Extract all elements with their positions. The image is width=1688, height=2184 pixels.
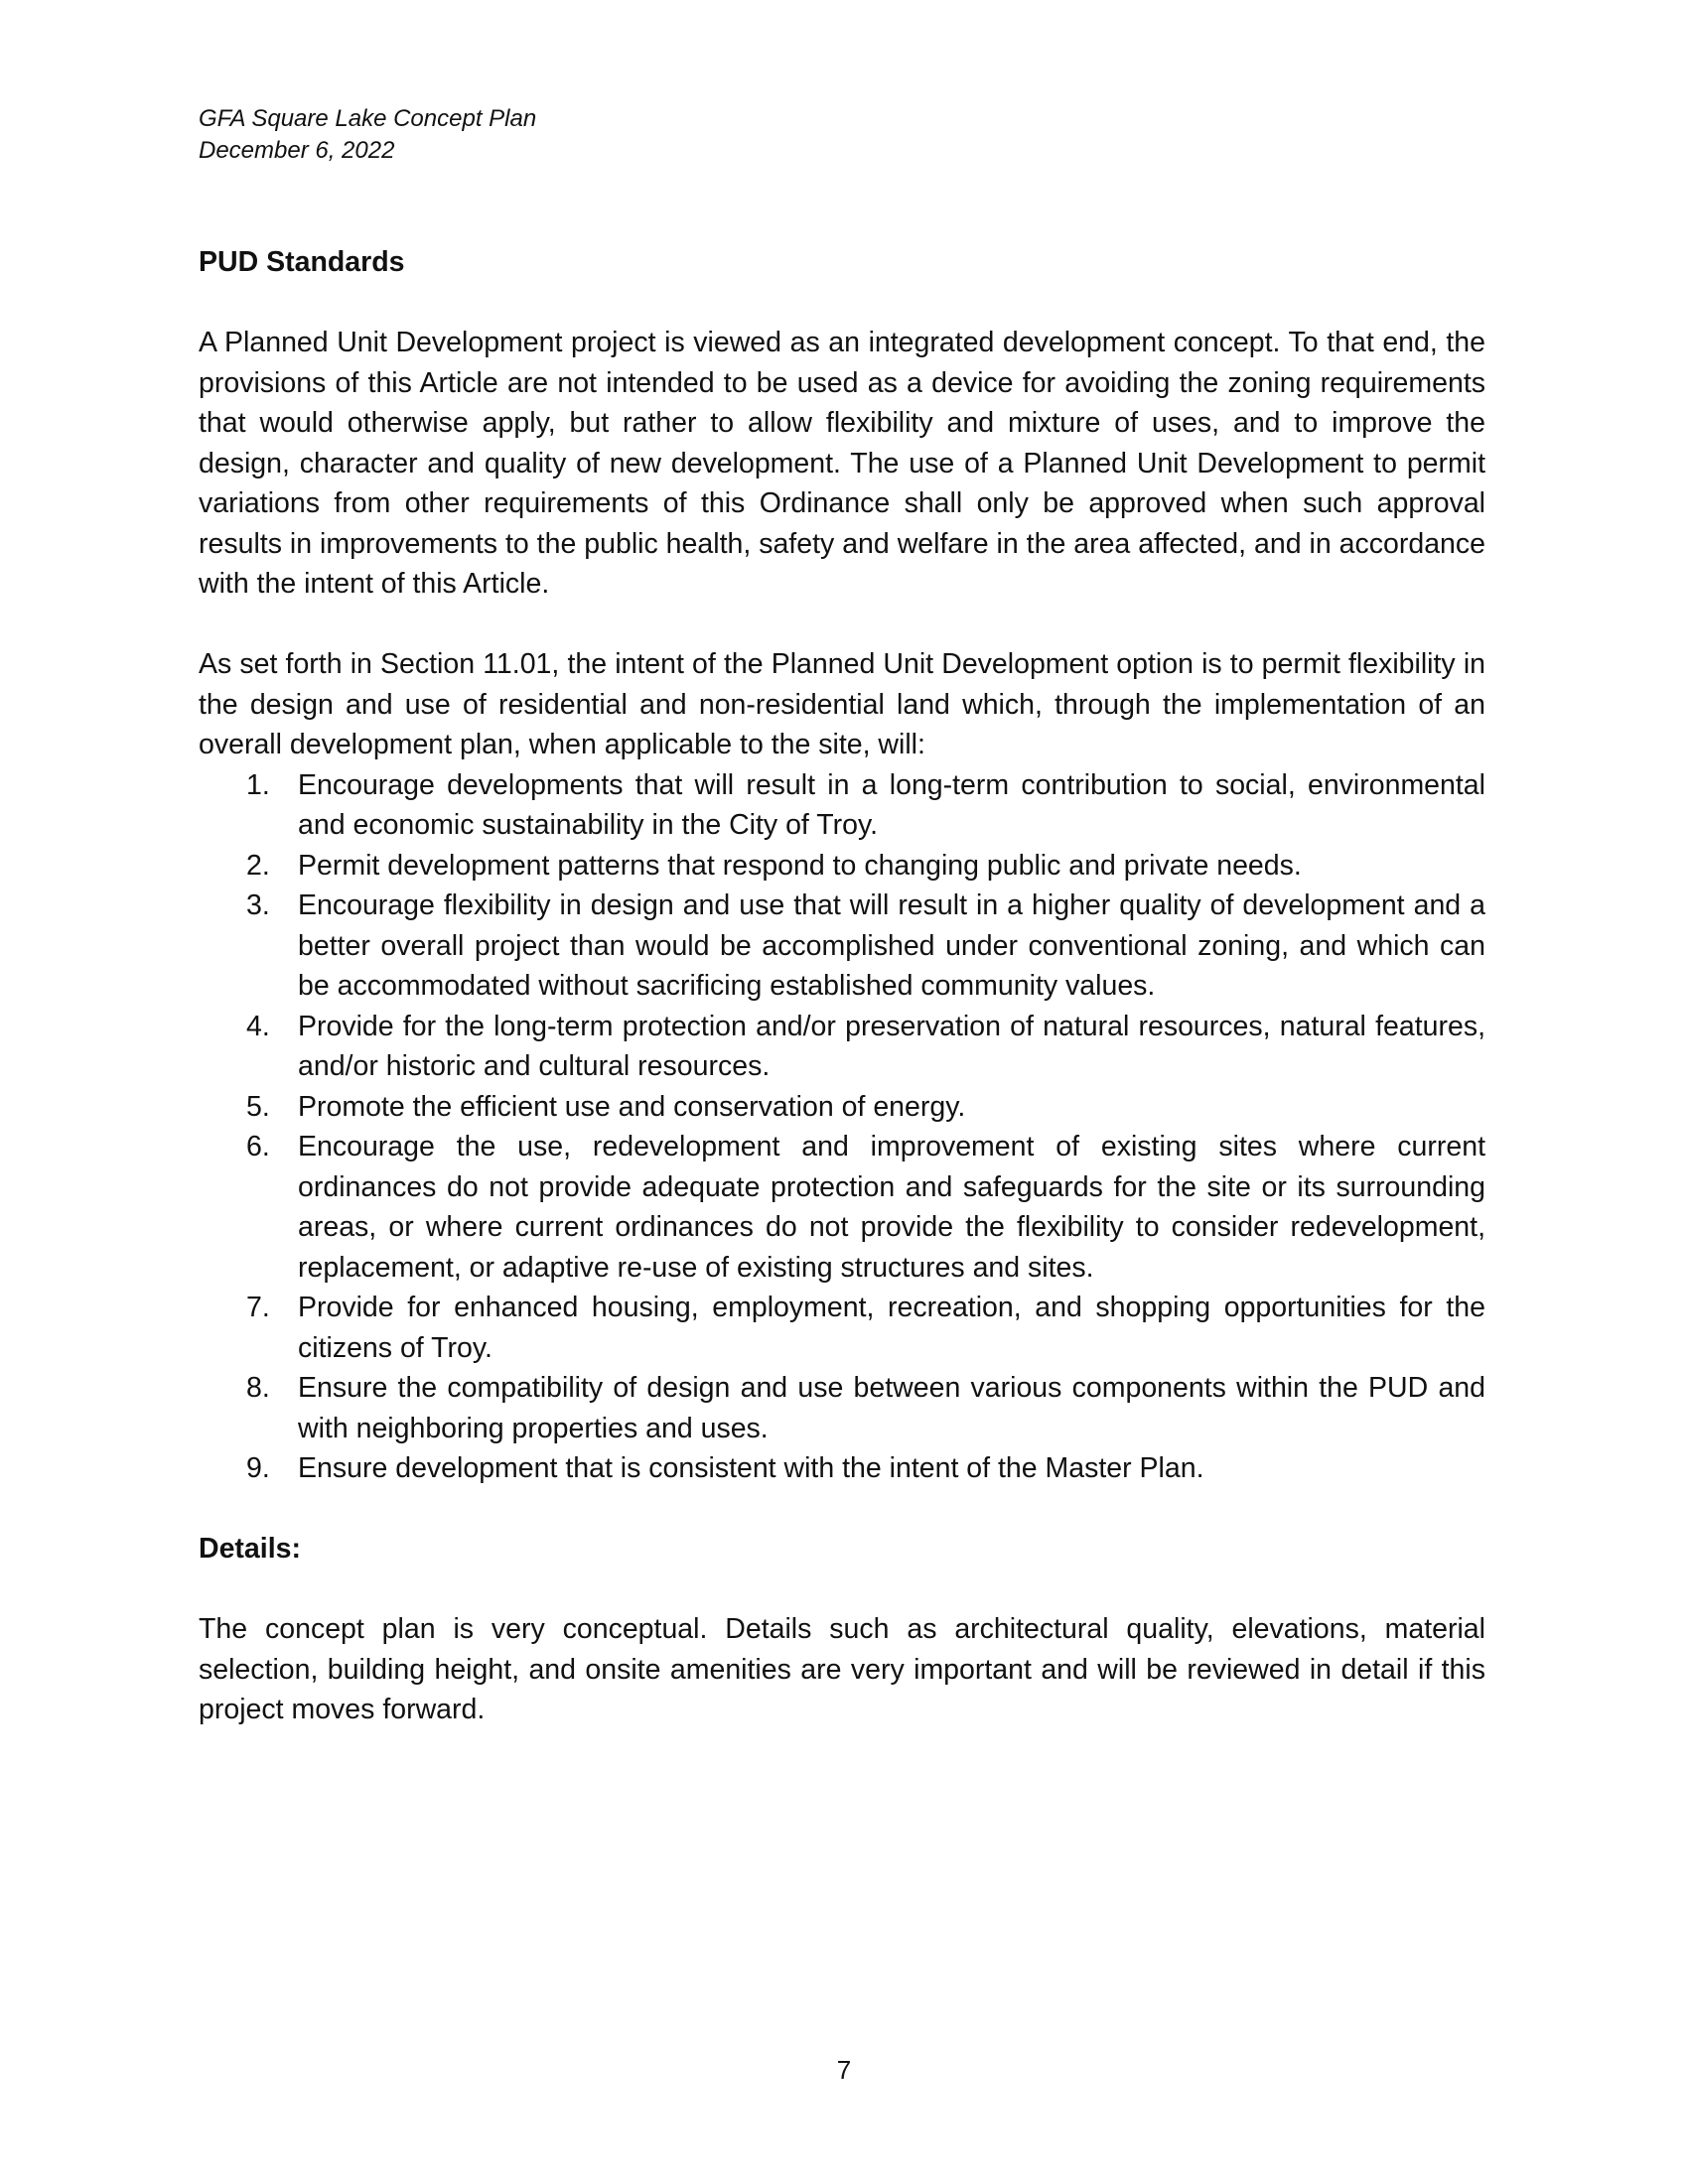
list-item-number: 2.	[246, 849, 270, 882]
list-item	[199, 846, 1485, 887]
pud-intent-list	[199, 765, 1485, 1489]
list-item-text: Ensure the compatibility of design and use between various components within the PUD and with neighboring properties and uses.	[298, 1372, 1485, 1444]
list-item-number: 1.	[246, 768, 270, 801]
list-item-number: 7.	[246, 1292, 270, 1323]
list-item	[199, 1448, 1485, 1489]
list-item	[199, 1007, 1485, 1087]
list-item-number: 4.	[246, 1010, 270, 1042]
list-item	[199, 765, 1485, 846]
document-header	[199, 103, 536, 167]
pud-standards-heading: PUD Standards	[199, 246, 405, 278]
list-item-text: Permit development patterns that respond to changing public and private needs.	[298, 849, 1302, 882]
list-item-number: 5.	[246, 1090, 270, 1123]
list-item-text: Provide for enhanced housing, employment, recreation, and shopping opportunities for the citizens of Troy.	[298, 1292, 1485, 1364]
list-item-number: 8.	[246, 1372, 270, 1404]
details-paragraph: The concept plan is very conceptual. Details such as architectural quality, elevations, material selection, building height, and onsite amenities are very important and will be reviewed in detail if this project moves forward.	[199, 1613, 1485, 1725]
list-item	[199, 1087, 1485, 1128]
spacer	[199, 283, 1485, 324]
pud-intro-paragraph: A Planned Unit Development project is viewed as an integrated development concept. To that end, the provisions of this Article are not intended to be used as a device for avoiding the zoning requirements that would otherwise apply, but rather to allow flexibility and mixture of uses, and to improve the design, character and quality of new development. The use of a Planned Unit Development to permit variations from other requirements of this Ordinance shall only be approved when such approval results in improvements to the public health, safety and welfare in the area affected, and in accordance with the intent of this Article.	[199, 327, 1485, 600]
spacer	[199, 1489, 1485, 1530]
list-item-text: Encourage developments that will result in a long-term contribution to social, environmental and economic sustainability in the City of Troy.	[298, 768, 1485, 841]
list-item	[199, 1288, 1485, 1368]
page-number: 7	[836, 2055, 852, 2085]
list-item-text: Provide for the long-term protection and/or preservation of natural resources, natural features, and/or historic and cultural resources.	[298, 1010, 1485, 1082]
spacer	[199, 1570, 1485, 1610]
list-item-text: Encourage the use, redevelopment and improvement of existing sites where current ordinances do not provide adequate protection and safeguards for the site or its surrounding areas, or where current ordinances do not provide the flexibility to consider redevelopment, replacement, or adaptive re-use of existing structures and sites.	[298, 1131, 1485, 1284]
header-date: December 6, 2022	[199, 137, 395, 164]
list-item-text: Encourage flexibility in design and use that will result in a higher quality of development and a better overall project than would be accomplished under conventional zoning, and which can be accommodated without sacrificing established community values.	[298, 889, 1485, 1002]
list-item	[199, 1368, 1485, 1448]
list-item-text: Promote the efficient use and conservation of energy.	[298, 1090, 966, 1123]
list-item-number: 6.	[246, 1131, 270, 1162]
details-heading: Details:	[199, 1533, 301, 1565]
document-body	[199, 242, 1485, 1730]
header-title: GFA Square Lake Concept Plan	[199, 105, 537, 132]
list-item-number: 3.	[246, 889, 270, 921]
pud-intent-paragraph: As set forth in Section 11.01, the intent of the Planned Unit Development option is to permit flexibility in the design and use of residential and non-residential land which, through the implementation of an overall development plan, when applicable to the site, will:	[199, 648, 1485, 760]
list-item-number: 9.	[246, 1452, 270, 1484]
list-item	[199, 886, 1485, 1007]
list-item-text: Ensure development that is consistent with the intent of the Master Plan.	[298, 1452, 1204, 1484]
spacer	[199, 605, 1485, 645]
list-item	[199, 1127, 1485, 1288]
